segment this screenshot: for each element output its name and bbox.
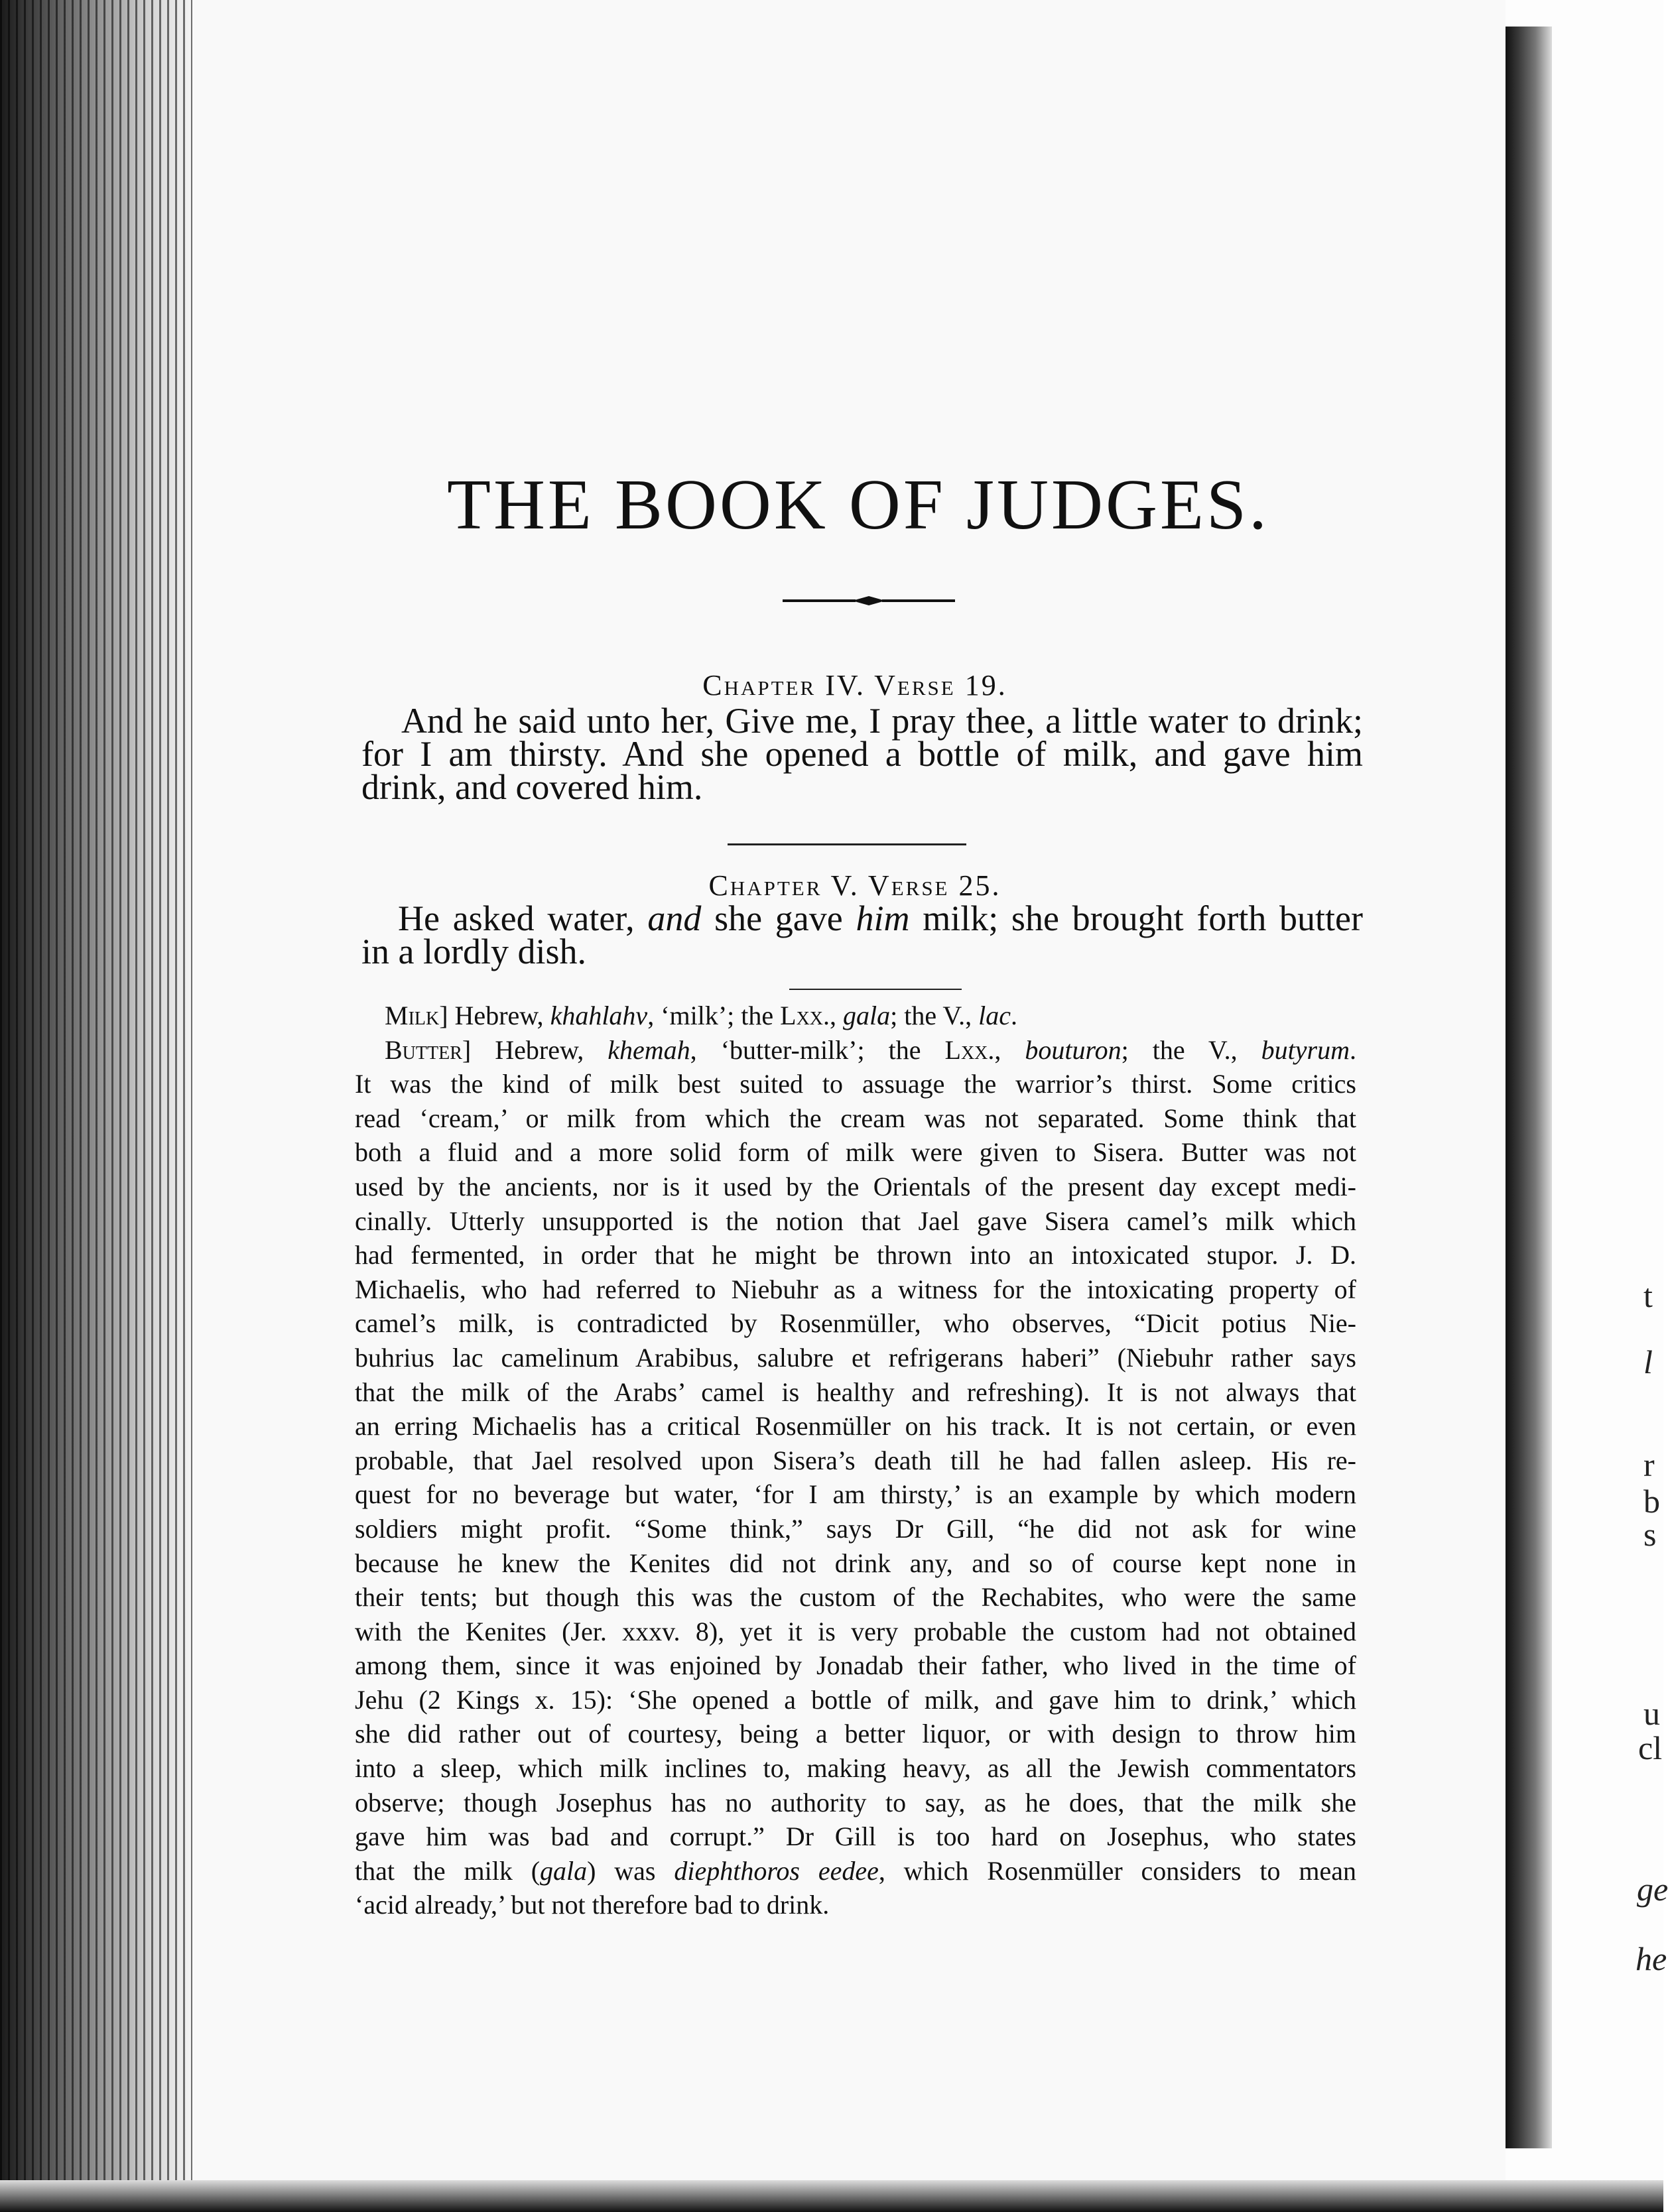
commentary-line: their tents; but though this was the custom of the Rechabites, who were the same [355,1582,1356,1613]
commentary-line: an erring Michaelis has a critical Rosenmüller on his track. It is not certain, or even [355,1411,1356,1442]
scan-bottom-edge [0,2180,1663,2212]
commentary-line: among them, since it was enjoined by Jonadab their father, who lived in the time of [355,1650,1356,1681]
commentary-line: ‘acid already,’ but not therefore bad to drink. [355,1890,830,1920]
commentary-line: It was the kind of milk best suited to assuage the warrior’s thirst. Some critics [355,1069,1356,1099]
verse-line: drink, and covered him. [361,767,703,807]
facing-page-fragment: t [1643,1277,1653,1314]
commentary-line: probable, that Jael resolved upon Sisera’s death till he had fallen asleep. His re- [355,1445,1356,1475]
commentary-line: quest for no beverage but water, ‘for I am thirsty,’ is an example by which modern [355,1479,1356,1510]
facing-page-fragment: he [1636,1940,1667,1977]
commentary-line: into a sleep, which milk inclines to, making heavy, as all the Jewish commentators [355,1753,1356,1784]
verse-text [361,701,1363,807]
chapter-heading: Chapter IV. Verse 19. [702,669,1007,702]
commentary-line: Butter] Hebrew, khemah, ‘butter-milk’; the Lxx., bouturon; the V., butyrum. [385,1034,1356,1065]
facing-page-fragment: b [1643,1483,1660,1520]
title-ornament [783,594,955,607]
verse-line: in a lordly dish. [361,932,586,971]
facing-page-fragment: ge [1637,1871,1668,1908]
facing-page-fragment: cl [1638,1729,1663,1766]
commentary-line: had fermented, in order that he might be thrown into an intoxicated stupor. J. D. [355,1240,1356,1270]
commentary-line: observe; though Josephus has no authority to say, as he does, that the milk she [355,1787,1356,1817]
facing-page-fragment: s [1643,1516,1657,1553]
chapter-heading: Chapter V. Verse 25. [708,869,1001,902]
verse-text [361,898,1364,971]
commentary-line: because he knew the Kenites did not drink any, and so of course kept none in [355,1548,1356,1578]
commentary-line: she did rather out of courtesy, being a better liquor, or with design to throw him [355,1719,1356,1749]
commentary-line: that the milk (gala) was diephthoros eedee, which Rosenmüller considers to mean [355,1855,1356,1886]
commentary-line: buhrius lac camelinum Arabibus, salubre et refrigerans haberi” (Niebuhr rather says [355,1342,1356,1373]
commentary-line: Jehu (2 Kings x. 15): ‘She opened a bottle of milk, and gave him to drink,’ which [355,1684,1356,1715]
commentary-line: used by the ancients, nor is it used by the Orientals of the present day except medi- [355,1171,1356,1201]
commentary-line: camel’s milk, is contradicted by Rosenmüller, who observes, “Dicit potius Nie- [355,1308,1356,1339]
section-divider [728,843,966,845]
verse-line-rich: He asked water, and she gave him milk; she brought forth butter [398,898,1364,938]
commentary-line: Michaelis, who had referred to Niebuhr as a witness for the intoxicating property of [355,1274,1356,1304]
commentary-line: gave him was bad and corrupt.” Dr Gill is too hard on Josephus, who states [355,1821,1356,1852]
book-spine-edge [0,0,192,2212]
verse-line: for I am thirsty. And she opened a bottle of milk, and gave him [361,734,1363,774]
commentary-line: read ‘cream,’ or milk from which the cream was not separated. Some think that [355,1103,1356,1133]
facing-page-fragment: r [1643,1446,1655,1483]
commentary [355,999,1356,1922]
commentary-line: with the Kenites (Jer. xxxv. 8), yet it is very probable the custom had not obtained [355,1616,1356,1646]
page-title: THE BOOK OF JUDGES. [446,465,1270,544]
commentary-line: both a fluid and a more solid form of milk were given to Sisera. Butter was not [355,1137,1356,1168]
commentary-line: Milk] Hebrew, khahlahv, ‘milk’; the Lxx., gala; the V., lac. [385,1001,1018,1030]
verse-line [361,898,1364,938]
verse-line: And he said unto her, Give me, I pray thee, a little water to drink; [401,701,1363,741]
section-divider [789,989,962,990]
commentary-line: cinally. Utterly unsupported is the notion that Jael gave Sisera camel’s milk which [355,1205,1356,1236]
facing-page-fragment: u [1643,1695,1660,1732]
facing-page-fragment: l [1643,1343,1653,1381]
commentary-line: that the milk of the Arabs’ camel is healthy and refreshing). It is not always that [355,1377,1356,1407]
commentary-line: soldiers might profit. “Some think,” says Dr Gill, “he did not ask for wine [355,1513,1356,1544]
